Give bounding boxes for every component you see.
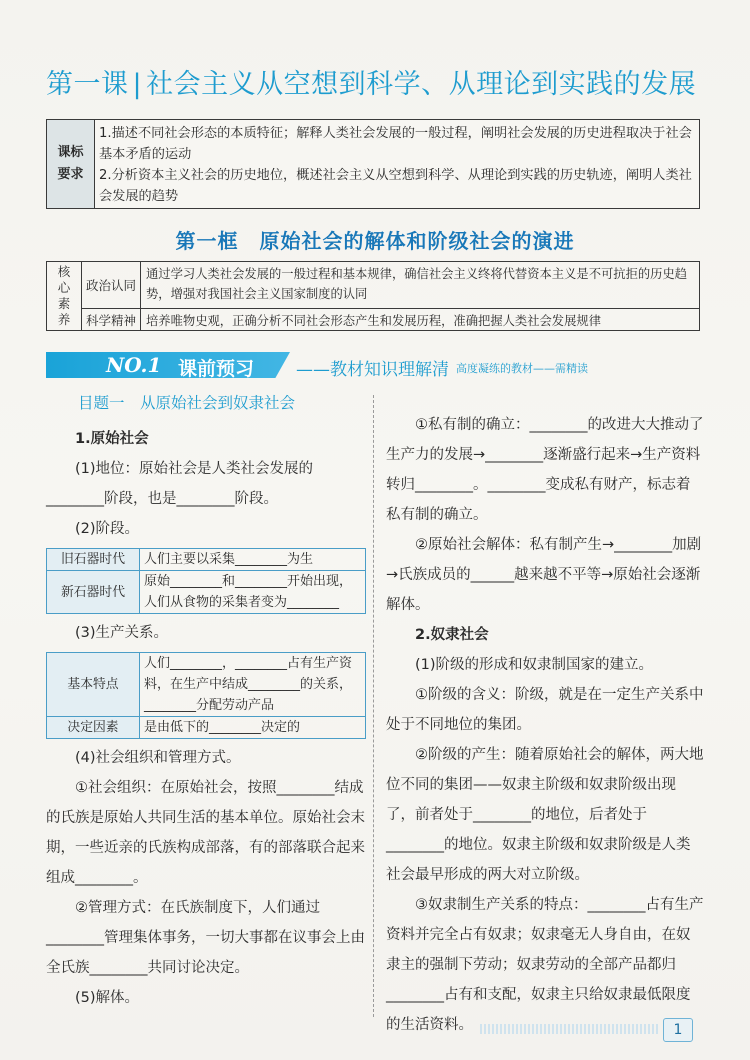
table-row xyxy=(47,653,366,717)
lesson-title xyxy=(46,62,696,101)
core-row xyxy=(82,309,699,330)
topic-heading: 目题一 从原始社会到奴隶社会 xyxy=(78,394,296,412)
subheading: 2.奴隶社会 xyxy=(415,627,489,643)
table-row xyxy=(47,571,366,614)
stage-table xyxy=(46,548,366,614)
paragraph: ②原始社会解体：私有制产生→________加剧→氏族成员的______越来越不平等→原始社会逐渐解体。 xyxy=(386,537,702,613)
paragraph: (5)解体。 xyxy=(75,990,140,1006)
paragraph: ①私有制的确立：________的改进大大推动了生产力的发展→________逐渐盛行起来→生产资料转归________。________变成私有财产，标志着私有制的确立。 xyxy=(386,417,704,523)
paragraph: (4)社会组织和管理方式。 xyxy=(75,750,241,766)
table-key: 基本特点 xyxy=(47,653,140,717)
paragraph: ②阶级的产生：随着原始社会的解体，两大地位不同的集团——奴隶主阶级和奴隶阶级出现了，前者处于________的地位，后者处于________的地位。奴隶主阶级和奴隶阶级是人类社会最早形成的两大对立阶级。 xyxy=(386,747,704,883)
core-literacy-box xyxy=(46,261,700,331)
banner-note: 高度凝练的教材——需精读 xyxy=(456,362,588,375)
paragraph: ②管理方式：在氏族制度下，人们通过________管理集体事务，一切大事都在议事会上由全氏族________共同讨论决定。 xyxy=(46,900,365,976)
banner-title: 课前预习 xyxy=(178,358,255,380)
table-value: 是由低下的________决定的 xyxy=(140,717,366,739)
subheading: 1.原始社会 xyxy=(75,431,149,447)
paragraph: ③奴隶制生产关系的特点：________占有生产资料并完全占有奴隶；奴隶毫无人身自由，在奴隶主的强制下劳动；奴隶劳动的全部产品都归________占有和支配，奴隶主只给奴隶最低限度的生活资料。 xyxy=(386,897,704,1033)
core-row-desc: 通过学习人类社会发展的一般过程和基本规律，确信社会主义终将代替资本主义是不可抗拒的历史趋势，增强对我国社会主义国家制度的认同 xyxy=(146,267,688,301)
table-key: 旧石器时代 xyxy=(47,549,140,571)
core-row xyxy=(82,262,699,309)
paragraph: (2)阶段。 xyxy=(75,521,140,537)
standards-label: 课标要求 xyxy=(47,120,95,208)
table-key: 新石器时代 xyxy=(47,571,140,614)
preview-banner xyxy=(46,352,706,378)
lesson-name: 社会主义从空想到科学、从理论到实践的发展 xyxy=(146,69,697,100)
table-row xyxy=(47,549,366,571)
footer-decoration xyxy=(480,1024,660,1034)
section-title: 第一框 原始社会的解体和阶级社会的演进 xyxy=(175,229,575,253)
paragraph: (1)阶级的形成和奴隶制国家的建立。 xyxy=(415,657,654,673)
relations-table xyxy=(46,652,366,739)
title-separator: | xyxy=(132,69,143,100)
core-row-name: 科学精神 xyxy=(82,309,141,330)
standards-items xyxy=(99,123,695,207)
paragraph: (3)生产关系。 xyxy=(75,625,169,641)
curriculum-standards-box xyxy=(46,119,700,209)
page-number: 1 xyxy=(663,1018,693,1042)
table-value: 人们主要以采集________为生 xyxy=(140,549,366,571)
paragraph: ①阶级的含义：阶级，就是在一定生产关系中处于不同地位的集团。 xyxy=(386,687,704,733)
table-value: 原始________和________开始出现，人们从食物的采集者变为________ xyxy=(140,571,366,614)
table-value: 人们________，________占有生产资料，在生产中结成________的关系，________分配劳动产品 xyxy=(140,653,366,717)
core-row-name: 政治认同 xyxy=(82,262,141,308)
column-divider xyxy=(373,395,374,1017)
paragraph: (1)地位：原始社会是人类社会发展的________阶段，也是________阶段。 xyxy=(46,461,314,507)
right-column xyxy=(386,410,704,1040)
core-row-desc: 培养唯物史观，正确分析不同社会形态产生和发展历程，准确把握人类社会发展规律 xyxy=(146,314,601,328)
paragraph: ①社会组织：在原始社会，按照________结成的氏族是原始人共同生活的基本单位。原始社会末期，一些近亲的氏族构成部落，有的部落联合起来组成________。 xyxy=(46,780,365,886)
lesson-number: 第一课 xyxy=(46,69,129,100)
table-row xyxy=(47,717,366,739)
banner-number: NO.1 xyxy=(106,353,162,377)
standard-item: 1.描述不同社会形态的本质特征；解释人类社会发展的一般过程，阐明社会发展的历史进程取决于社会基本矛盾的运动 xyxy=(99,126,692,162)
left-column xyxy=(46,388,366,1013)
standard-item: 2.分析资本主义社会的历史地位，概述社会主义从空想到科学、从理论到实践的历史轨迹，阐明人类社会发展的趋势 xyxy=(99,168,692,204)
core-label: 核心素养 xyxy=(47,262,82,330)
banner-subtitle: ——教材知识理解清 xyxy=(296,360,449,380)
table-key: 决定因素 xyxy=(47,717,140,739)
